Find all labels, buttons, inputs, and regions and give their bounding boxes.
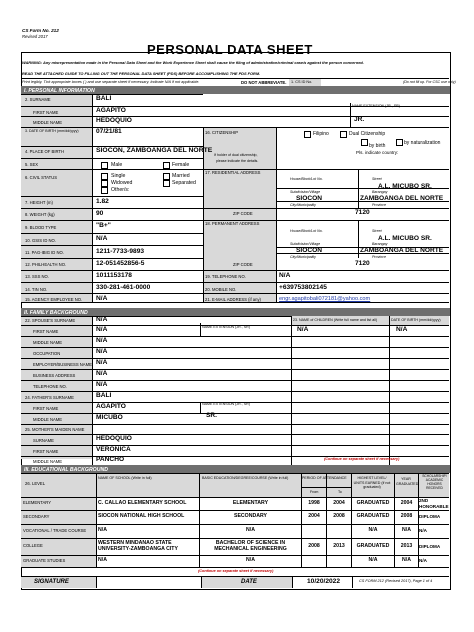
edu-cell-year: 2004 bbox=[400, 499, 413, 506]
civil-others-label: Other/s: bbox=[111, 187, 130, 193]
edu-year-header: YEAR GRADUATED bbox=[396, 477, 419, 486]
res-zip-value: 7120 bbox=[355, 209, 370, 216]
tin-label: 14. TIN NO. bbox=[25, 287, 48, 292]
sss-value: 1011153178 bbox=[96, 272, 132, 279]
gsis-label: 10. GSIS ID NO. bbox=[25, 238, 56, 243]
child-1-name: N/A bbox=[297, 326, 309, 333]
civil-single-label: Single bbox=[111, 173, 126, 179]
name-ext-label: NAME EXTENSION (JR., SR) bbox=[352, 104, 400, 108]
edu-honors-header: SCHOLARSHIP/ ACADEMIC HONORS RECEIVED bbox=[422, 474, 447, 490]
edu-cell-course: N/A bbox=[246, 527, 255, 534]
rule-line bbox=[21, 270, 203, 271]
res-zip-label: ZIP CODE bbox=[233, 211, 253, 216]
rule-line bbox=[21, 391, 291, 392]
rule-line bbox=[21, 358, 291, 359]
edu-cell-course: SECONDARY bbox=[234, 513, 267, 520]
spouse-ext-label: NAME EXTENSION (JR., SR) bbox=[202, 325, 250, 329]
no-abbrev-note: DO NOT ABBREVIATE. bbox=[241, 80, 287, 85]
edu-cell-honors: N/A bbox=[419, 528, 427, 534]
edu-cell-course: ELEMENTARY bbox=[232, 499, 269, 506]
telephone-label: 19. TELEPHONE NO. bbox=[205, 274, 246, 279]
rule-line bbox=[96, 473, 97, 567]
civil-widowed-label: Widowed bbox=[111, 180, 133, 186]
philhealth-value: 12-051452856-5 bbox=[96, 260, 145, 267]
rule-line bbox=[21, 567, 449, 568]
edu-course-header: BASIC EDUCATION/DEGREE/COURSE (Write in full) bbox=[202, 476, 289, 480]
rule-line bbox=[21, 220, 203, 221]
perm-zip-value: 7120 bbox=[355, 260, 370, 267]
rule-line bbox=[291, 369, 449, 370]
date-value: 10/20/2022 bbox=[307, 578, 341, 585]
father-middle-label: MIDDLE NAME bbox=[33, 417, 63, 422]
civil-single-checkbox[interactable] bbox=[101, 173, 108, 180]
edu-cell-highest: N/A bbox=[368, 557, 378, 564]
rule-line bbox=[276, 127, 277, 302]
guide-text: READ THE ATTACHED GUIDE TO FILLING OUT THE PERSONAL DATA SHEET (PDS) BEFORE ACCOMPLISHING THE PDS FORM. bbox=[22, 71, 261, 76]
pob-value: SIOCON, ZAMBOANGA DEL NORTE bbox=[96, 147, 213, 154]
edu-cell-to: 2008 bbox=[333, 513, 345, 520]
children-dob-label: DATE OF BIRTH (mm/dd/yyyy) bbox=[391, 318, 441, 322]
agency-no-label: 15. AGENCY EMPLOYEE NO. bbox=[25, 297, 83, 302]
agency-no-value: N/A bbox=[96, 295, 108, 302]
civil-married-checkbox[interactable] bbox=[163, 173, 170, 180]
section-personal-header: I. PERSONAL INFORMATION bbox=[21, 86, 450, 94]
first-name-value: AGAPITO bbox=[96, 107, 126, 114]
edu-cell-year: 2013 bbox=[400, 542, 413, 549]
rule-line bbox=[21, 208, 203, 209]
sss-label: 13. SSS NO. bbox=[25, 274, 49, 279]
spouse-middle-value: N/A bbox=[96, 337, 108, 344]
rule-line bbox=[350, 103, 351, 127]
pagibig-label: 11. PAG-IBIG ID NO. bbox=[25, 250, 64, 255]
page-title: PERSONAL DATA SHEET bbox=[147, 42, 313, 57]
rule-line bbox=[21, 293, 203, 294]
mobile-value: +639753802145 bbox=[279, 284, 327, 291]
email-value[interactable]: engr.agapitobali072181@yahoo.com bbox=[279, 296, 371, 302]
rule-line bbox=[21, 413, 291, 414]
edu-cell-from bbox=[302, 524, 326, 538]
page-footer-note: CS FORM 212 (Revised 2017), Page 1 of 4 bbox=[359, 579, 433, 583]
by-naturalization-label: by naturalization bbox=[404, 140, 441, 146]
rule-line bbox=[21, 434, 291, 435]
civil-widowed-checkbox[interactable] bbox=[101, 180, 108, 187]
rule-line bbox=[21, 473, 449, 474]
residential-address-label: 17. RESIDENTIAL ADDRESS bbox=[205, 170, 261, 175]
rule-line bbox=[291, 336, 449, 337]
res-barangay-label: Barangay bbox=[372, 190, 388, 194]
rule-line bbox=[21, 336, 291, 337]
rule-line bbox=[291, 316, 292, 465]
rule-line bbox=[21, 196, 203, 197]
father-ext-value: SR. bbox=[206, 412, 217, 419]
children-label: 23. NAME of CHILDREN (Write full name and list all) bbox=[293, 318, 378, 322]
perm-street-value: A.L. MICUBO SR. bbox=[378, 235, 432, 242]
edu-cell-from: 2008 bbox=[308, 542, 320, 549]
res-house-label: House/Block/Lot No. bbox=[290, 177, 323, 181]
civil-married-label: Married bbox=[172, 173, 190, 179]
rule-line bbox=[291, 380, 449, 381]
father-surname-value: BALI bbox=[96, 392, 112, 399]
employer-value: N/A bbox=[96, 359, 108, 366]
edu-cell-year: 2008 bbox=[400, 513, 413, 520]
first-name-label: FIRST NAME bbox=[33, 110, 59, 115]
blood-type-label: 9. BLOOD TYPE bbox=[25, 225, 57, 230]
rule-line bbox=[291, 445, 449, 446]
perm-city-value: SIOCON bbox=[296, 247, 323, 254]
filipino-label: Filipino bbox=[313, 131, 329, 137]
perm-province-label: Province bbox=[372, 255, 386, 259]
gsis-value: N/A bbox=[96, 235, 108, 242]
rule-line bbox=[389, 316, 390, 465]
edu-cell-to: 2004 bbox=[333, 499, 345, 506]
perm-city-label: City/Municipality bbox=[290, 255, 316, 259]
father-ext-label: NAME EXTENSION (JR., SR) bbox=[202, 402, 250, 406]
mother-first-label: FIRST NAME bbox=[33, 449, 59, 454]
edu-cell-year: N/A bbox=[402, 527, 411, 534]
middle-name-value: HEDOQUIO bbox=[96, 117, 132, 124]
form-code: CS Form No. 212 bbox=[22, 28, 59, 33]
edu-cell-to bbox=[327, 524, 351, 538]
rule-line bbox=[92, 116, 449, 117]
rule-line bbox=[358, 169, 359, 208]
edu-cell-from: 2004 bbox=[308, 513, 320, 520]
edu-cell-level: SECONDARY bbox=[23, 513, 50, 519]
date-label: DATE bbox=[241, 579, 257, 585]
dob-label: 3. DATE OF BIRTH (mm/dd/yyyy) bbox=[25, 129, 79, 133]
signature-field[interactable] bbox=[97, 577, 200, 587]
rule-line bbox=[21, 456, 291, 457]
occupation-value: N/A bbox=[96, 348, 108, 355]
by-birth-checkbox[interactable] bbox=[361, 139, 368, 146]
res-province-value: ZAMBOANGA DEL NORTE bbox=[360, 195, 444, 202]
rule-line bbox=[21, 325, 291, 326]
spouse-surname-value: N/A bbox=[96, 316, 108, 323]
edu-cell-highest: GRADUATED bbox=[356, 542, 390, 549]
edu-period-header: PERIOD OF ATTENDANCE bbox=[302, 476, 347, 480]
print-note: Print legibly. Tick appropriate boxes ( ) and use separate sheet if necessary. Indicate N/A if not applicable. bbox=[22, 80, 200, 84]
edu-cell-honors: 2ND HONORABLE bbox=[419, 498, 449, 509]
rule-line bbox=[358, 220, 359, 258]
pagibig-value: 1211-7733-9893 bbox=[96, 248, 145, 255]
business-address-value: N/A bbox=[96, 370, 108, 377]
tin-value: 330-281-461-0000 bbox=[96, 284, 151, 291]
perm-barangay-label: Barangay bbox=[372, 242, 388, 246]
spouse-surname-label: 22. SPOUSE'S SURNAME bbox=[25, 318, 76, 323]
edu-cell-honors: N/A bbox=[419, 558, 427, 564]
rule-line bbox=[21, 233, 203, 234]
dual-indicate-country-label: Pls. indicate country: bbox=[356, 150, 399, 155]
edu-cell-school: N/A bbox=[98, 527, 107, 534]
sex-male-checkbox[interactable] bbox=[101, 162, 108, 169]
rule-line bbox=[291, 424, 449, 425]
edu-cell-year: N/A bbox=[402, 557, 411, 564]
edu-cell-from bbox=[302, 555, 326, 567]
rule-line bbox=[21, 380, 291, 381]
rule-line bbox=[21, 445, 291, 446]
perm-street-label: Street bbox=[372, 229, 382, 233]
sex-male-label: Male bbox=[111, 162, 123, 168]
rule-line bbox=[291, 358, 449, 359]
education-continue-note: (Continue on separate sheet if necessary) bbox=[198, 569, 274, 573]
rule-line bbox=[203, 127, 449, 128]
rule-line bbox=[21, 169, 203, 170]
civil-status-label: 6. CIVIL STATUS bbox=[25, 175, 58, 180]
edu-cell-school: C. CALLAO ELEMENTARY SCHOOL bbox=[98, 499, 187, 506]
telephone-value: N/A bbox=[279, 272, 291, 279]
res-city-label: City/Municipality bbox=[290, 203, 316, 207]
rule-line bbox=[203, 270, 449, 271]
rule-line bbox=[291, 347, 449, 348]
middle-name-label: MIDDLE NAME bbox=[33, 120, 63, 125]
permanent-address-label: 18. PERMANENT ADDRESS bbox=[205, 221, 260, 226]
edu-from-header: From bbox=[310, 490, 319, 494]
edu-cell-highest: GRADUATED bbox=[356, 499, 390, 506]
edu-cell-school: SIOCON NATIONAL HIGH SCHOOL bbox=[98, 513, 185, 520]
res-city-value: SIOCON bbox=[296, 195, 323, 202]
res-street-value: A.L. MICUBO SR. bbox=[378, 183, 432, 190]
business-address-label: BUSINESS ADDRESS bbox=[33, 373, 76, 378]
rule-line bbox=[200, 402, 201, 413]
weight-value: 90 bbox=[96, 210, 104, 217]
rule-line bbox=[291, 391, 449, 392]
occupation-label: OCCUPATION bbox=[33, 351, 61, 356]
edu-cell-level: ELEMENTARY bbox=[23, 500, 52, 506]
rule-line bbox=[21, 282, 203, 283]
civil-others-checkbox[interactable] bbox=[101, 187, 108, 194]
perm-province-value: ZAMBOANGA DEL NORTE bbox=[360, 247, 444, 254]
rule-line bbox=[92, 316, 93, 465]
edu-highest-header: HIGHEST LEVEL/ UNITS EARNED (if not graduated) bbox=[353, 476, 391, 490]
edu-school-header: NAME OF SCHOOL (Write in full) bbox=[98, 476, 152, 480]
rule-line bbox=[21, 158, 203, 159]
filipino-checkbox[interactable] bbox=[304, 131, 311, 138]
employer-label: EMPLOYER/BUSINESS NAME bbox=[33, 362, 92, 367]
edu-cell-honors: DIPLOMA bbox=[419, 514, 441, 520]
perm-house-label: House/Block/Lot No. bbox=[290, 229, 323, 233]
spouse-first-label: FIRST NAME bbox=[33, 329, 59, 334]
father-first-label: FIRST NAME bbox=[33, 406, 59, 411]
rule-line bbox=[21, 258, 203, 259]
sex-label: 5. SEX bbox=[25, 162, 39, 167]
edu-cell-honors: DIPLOMA bbox=[419, 543, 441, 549]
mother-middle-label: MIDDLE NAME bbox=[33, 459, 63, 464]
edu-cell-to: 2013 bbox=[333, 542, 345, 549]
mother-surname-label: SURNAME bbox=[33, 438, 54, 443]
section-family-header: II. FAMILY BACKGROUND bbox=[21, 308, 450, 316]
spouse-tel-label: TELEPHONE NO. bbox=[33, 384, 67, 389]
father-surname-label: 24. FATHER'S SURNAME bbox=[25, 395, 74, 400]
mother-middle-value: PANCHO bbox=[96, 456, 125, 463]
edu-cell-course: N/A bbox=[246, 557, 255, 564]
mother-first-value: VERONICA bbox=[96, 446, 131, 453]
dual-note-1: If holder of dual citizenship, bbox=[214, 153, 258, 157]
edu-cell-highest: GRADUATED bbox=[356, 513, 390, 520]
edu-cell-level: COLLEGE bbox=[23, 543, 43, 549]
perm-subdivision-label: Subdivision/Village bbox=[290, 242, 321, 246]
rule-line bbox=[200, 323, 201, 336]
warning-text: WARNING: Any misrepresentation made in the Personal Data Sheet and the Work Experience Sheet shall cause the filing of administrative/criminal case/s against the person concerned. bbox=[22, 60, 364, 65]
rule-line bbox=[21, 369, 291, 370]
mobile-label: 20. MOBILE NO. bbox=[205, 287, 237, 292]
rule-line bbox=[291, 434, 449, 435]
rule-line bbox=[21, 347, 291, 348]
height-value: 1.82 bbox=[96, 198, 109, 205]
csc-id-label: 1. CS ID No. bbox=[291, 80, 313, 84]
edu-cell-school: N/A bbox=[98, 557, 107, 564]
spouse-first-value: N/A bbox=[96, 326, 108, 333]
csc-id-note: (Do not fill up. For CSC use only) bbox=[403, 80, 456, 84]
dob-value: 07/21/81 bbox=[96, 128, 122, 135]
rule-line bbox=[199, 473, 200, 567]
mother-surname-value: HEDOQUIO bbox=[96, 435, 132, 442]
family-continue-note: (Continue on separate sheet if necessary) bbox=[324, 457, 400, 461]
mother-maiden-label: 25. MOTHER'S MAIDEN NAME bbox=[25, 427, 85, 432]
rule-line bbox=[203, 208, 449, 209]
father-first-value: AGAPITO bbox=[96, 403, 126, 410]
section-education-header: III. EDUCATIONAL BACKGROUND bbox=[21, 465, 450, 473]
rule-line bbox=[21, 424, 291, 425]
spouse-tel-value: N/A bbox=[96, 381, 108, 388]
rule-line bbox=[291, 325, 449, 326]
rule-line bbox=[21, 316, 291, 317]
rule-line bbox=[291, 402, 449, 403]
res-subdivision-label: Subdivision/Village bbox=[290, 190, 321, 194]
email-label: 21. E-MAIL ADDRESS (if any) bbox=[205, 297, 261, 302]
res-province-label: Province bbox=[372, 203, 386, 207]
surname-value: BALI bbox=[96, 95, 112, 102]
weight-label: 8. WEIGHT (kg) bbox=[25, 212, 55, 217]
edu-cell-level: GRADUATE STUDIES bbox=[23, 557, 66, 563]
civil-separated-label: Separated bbox=[172, 180, 196, 186]
edu-cell-level: VOCATIONAL / TRADE COURSE bbox=[23, 527, 87, 533]
spouse-middle-label: MIDDLE NAME bbox=[33, 340, 63, 345]
rule-line bbox=[21, 245, 203, 246]
father-middle-value: MICUBO bbox=[96, 414, 123, 421]
rule-line bbox=[21, 94, 203, 95]
edu-cell-to bbox=[327, 555, 351, 567]
edu-level-header: 26. LEVEL bbox=[25, 481, 46, 486]
rule-line bbox=[21, 402, 291, 403]
edu-to-header: To bbox=[338, 490, 342, 494]
pob-label: 4. PLACE OF BIRTH bbox=[25, 149, 65, 154]
blood-type-value: "B+" bbox=[96, 222, 111, 229]
height-label: 7. HEIGHT (m) bbox=[25, 200, 53, 205]
rule-line bbox=[291, 413, 449, 414]
dual-citizenship-checkbox[interactable] bbox=[340, 131, 347, 138]
child-1-dob: N/A bbox=[396, 326, 408, 333]
perm-zip-label: ZIP CODE bbox=[233, 262, 253, 267]
edu-cell-highest: N/A bbox=[368, 527, 378, 534]
sex-female-checkbox[interactable] bbox=[163, 162, 170, 169]
civil-separated-checkbox[interactable] bbox=[163, 180, 170, 187]
rule-line bbox=[203, 282, 449, 283]
rule-line bbox=[203, 293, 449, 294]
edu-cell-school: WESTERN MINDANAO STATE UNIVERSITY-ZAMBOANGA CITY bbox=[98, 539, 178, 552]
by-naturalization-checkbox[interactable] bbox=[396, 139, 403, 146]
dual-citizenship-label: Dual Citizenship bbox=[349, 131, 386, 137]
sex-female-label: Female bbox=[172, 162, 190, 168]
citizenship-label: 16. CITIZENSHIP bbox=[205, 130, 239, 135]
rule-line bbox=[92, 94, 93, 302]
dual-note-2: please indicate the details. bbox=[216, 159, 259, 163]
surname-label: 2. SURNAME bbox=[25, 97, 51, 102]
name-ext-value: JR. bbox=[354, 116, 365, 123]
by-birth-label: by birth bbox=[369, 143, 386, 149]
signature-label: SIGNATURE bbox=[34, 579, 69, 585]
edu-cell-from: 1998 bbox=[308, 499, 320, 506]
res-street-label: Street bbox=[372, 177, 382, 181]
edu-cell-course: BACHELOR OF SCIENCE IN MECHANICAL ENGINEERING bbox=[214, 539, 287, 552]
form-revised: Revised 2017 bbox=[22, 34, 48, 39]
philhealth-label: 12. PHILHEALTH NO. bbox=[25, 262, 67, 267]
